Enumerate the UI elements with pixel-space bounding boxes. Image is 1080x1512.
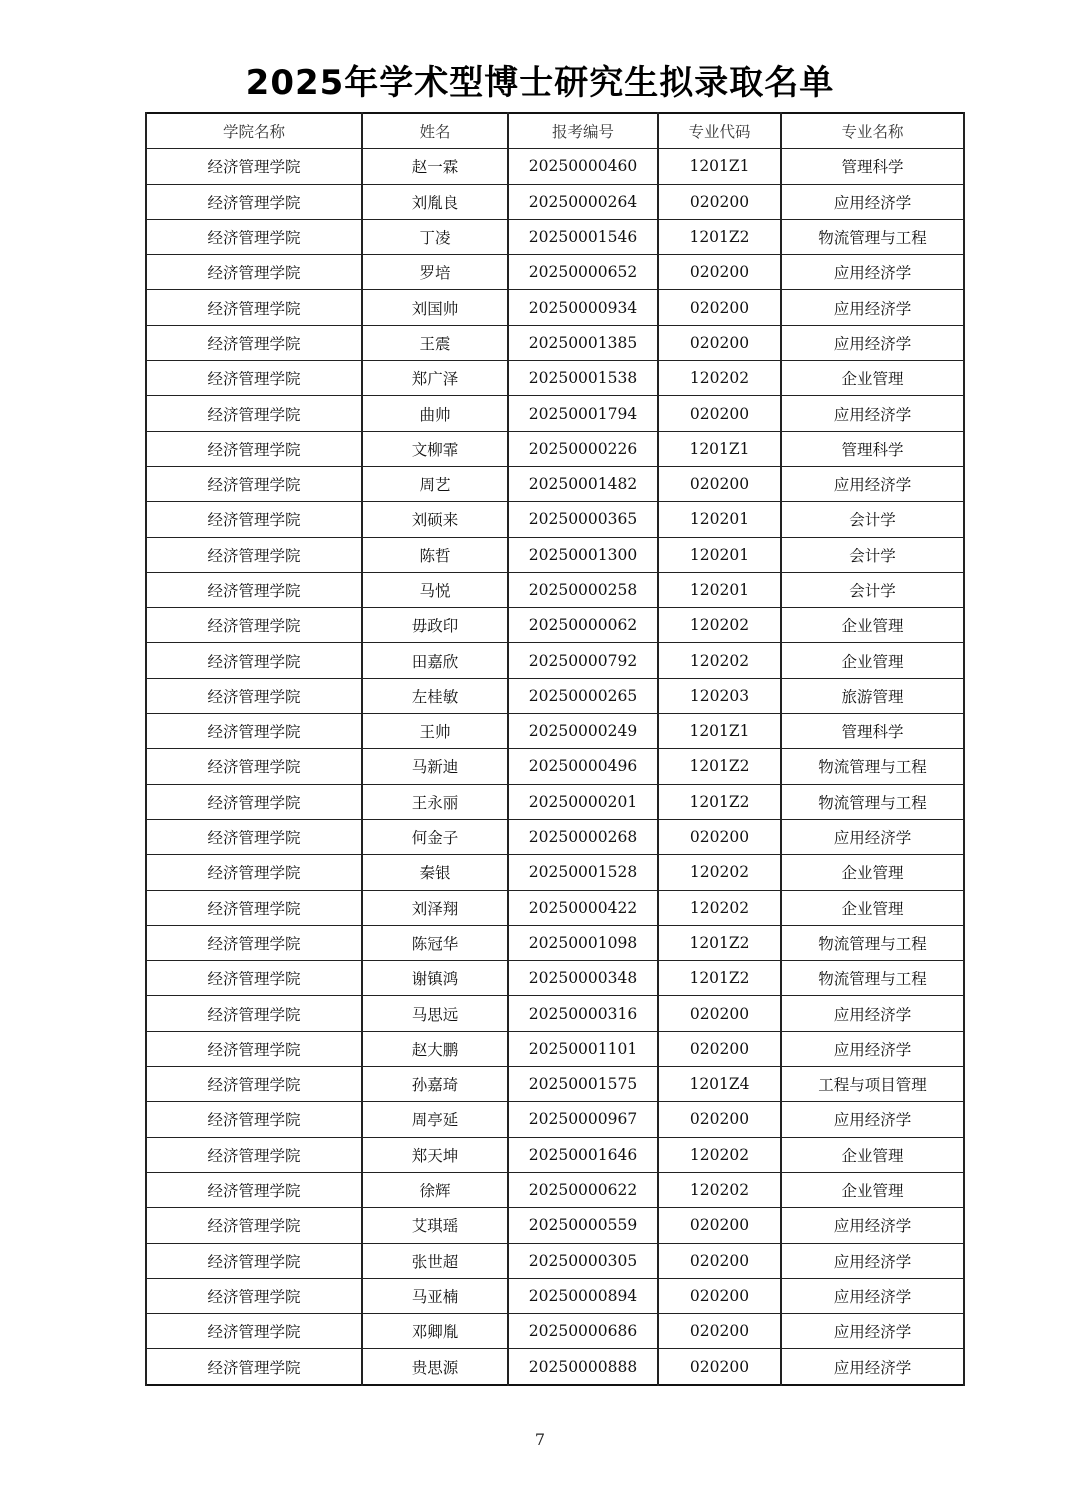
cell-name: 田嘉欣 (362, 643, 508, 678)
table-row (146, 643, 964, 678)
cell-name: 邓卿胤 (362, 1314, 508, 1349)
table-row (146, 996, 964, 1031)
cell-major-name: 应用经济学 (781, 1278, 964, 1313)
cell-name: 谢镇鸿 (362, 961, 508, 996)
cell-college: 经济管理学院 (146, 255, 362, 290)
cell-major-name: 应用经济学 (781, 1349, 964, 1385)
cell-exam-number: 20250000888 (508, 1349, 658, 1385)
cell-major-code: 020200 (658, 325, 781, 360)
cell-major-code: 120202 (658, 1137, 781, 1172)
cell-name: 刘硕来 (362, 502, 508, 537)
cell-name: 马悦 (362, 572, 508, 607)
cell-exam-number: 20250000686 (508, 1314, 658, 1349)
table-row (146, 1031, 964, 1066)
cell-college: 经济管理学院 (146, 537, 362, 572)
header-college: 学院名称 (146, 113, 362, 149)
table-row (146, 1314, 964, 1349)
cell-major-code: 1201Z1 (658, 149, 781, 184)
table-row (146, 961, 964, 996)
table-row (146, 819, 964, 854)
cell-exam-number: 20250000365 (508, 502, 658, 537)
cell-exam-number: 20250000967 (508, 1102, 658, 1137)
cell-major-code: 020200 (658, 1208, 781, 1243)
cell-college: 经济管理学院 (146, 572, 362, 607)
cell-major-name: 管理科学 (781, 714, 964, 749)
cell-major-code: 1201Z4 (658, 1067, 781, 1102)
table-row (146, 1137, 964, 1172)
cell-name: 艾琪瑶 (362, 1208, 508, 1243)
table-row (146, 749, 964, 784)
table-row (146, 431, 964, 466)
cell-exam-number: 20250000258 (508, 572, 658, 607)
cell-exam-number: 20250001482 (508, 466, 658, 501)
table-row (146, 1349, 964, 1385)
table-row (146, 466, 964, 501)
table-body (146, 149, 964, 1385)
cell-major-name: 企业管理 (781, 643, 964, 678)
table-row (146, 290, 964, 325)
cell-major-name: 企业管理 (781, 1172, 964, 1207)
cell-major-code: 020200 (658, 255, 781, 290)
table-row (146, 1172, 964, 1207)
cell-college: 经济管理学院 (146, 361, 362, 396)
cell-name: 刘胤良 (362, 184, 508, 219)
cell-exam-number: 20250001385 (508, 325, 658, 360)
table-row (146, 572, 964, 607)
cell-name: 王帅 (362, 714, 508, 749)
cell-name: 刘国帅 (362, 290, 508, 325)
cell-exam-number: 20250001300 (508, 537, 658, 572)
cell-name: 刘泽翔 (362, 890, 508, 925)
cell-exam-number: 20250000062 (508, 608, 658, 643)
table-row (146, 537, 964, 572)
cell-college: 经济管理学院 (146, 325, 362, 360)
cell-major-code: 120202 (658, 643, 781, 678)
cell-major-code: 120203 (658, 678, 781, 713)
cell-exam-number: 20250000265 (508, 678, 658, 713)
cell-exam-number: 20250000226 (508, 431, 658, 466)
cell-college: 经济管理学院 (146, 502, 362, 537)
cell-college: 经济管理学院 (146, 890, 362, 925)
table-header-row (146, 113, 964, 149)
cell-name: 周艺 (362, 466, 508, 501)
cell-college: 经济管理学院 (146, 1314, 362, 1349)
table-row (146, 678, 964, 713)
cell-major-code: 1201Z1 (658, 714, 781, 749)
cell-name: 马思远 (362, 996, 508, 1031)
cell-name: 陈冠华 (362, 925, 508, 960)
cell-major-name: 物流管理与工程 (781, 219, 964, 254)
cell-major-name: 工程与项目管理 (781, 1067, 964, 1102)
cell-exam-number: 20250000460 (508, 149, 658, 184)
cell-exam-number: 20250000559 (508, 1208, 658, 1243)
cell-major-code: 020200 (658, 1102, 781, 1137)
cell-major-code: 120202 (658, 890, 781, 925)
cell-major-name: 会计学 (781, 572, 964, 607)
cell-college: 经济管理学院 (146, 149, 362, 184)
cell-major-name: 会计学 (781, 537, 964, 572)
cell-college: 经济管理学院 (146, 1349, 362, 1385)
cell-exam-number: 20250001546 (508, 219, 658, 254)
cell-name: 丁凌 (362, 219, 508, 254)
cell-major-code: 1201Z2 (658, 749, 781, 784)
cell-name: 陈哲 (362, 537, 508, 572)
cell-name: 张世超 (362, 1243, 508, 1278)
cell-college: 经济管理学院 (146, 819, 362, 854)
cell-college: 经济管理学院 (146, 1172, 362, 1207)
table-row (146, 855, 964, 890)
cell-college: 经济管理学院 (146, 714, 362, 749)
cell-exam-number: 20250000268 (508, 819, 658, 854)
cell-college: 经济管理学院 (146, 855, 362, 890)
cell-college: 经济管理学院 (146, 749, 362, 784)
cell-college: 经济管理学院 (146, 466, 362, 501)
table-row (146, 396, 964, 431)
cell-major-code: 120201 (658, 502, 781, 537)
table-row (146, 1102, 964, 1137)
cell-major-name: 应用经济学 (781, 325, 964, 360)
cell-exam-number: 20250000348 (508, 961, 658, 996)
cell-major-code: 020200 (658, 819, 781, 854)
cell-major-name: 应用经济学 (781, 466, 964, 501)
table-row (146, 149, 964, 184)
cell-major-name: 应用经济学 (781, 184, 964, 219)
cell-major-name: 应用经济学 (781, 1208, 964, 1243)
cell-college: 经济管理学院 (146, 1031, 362, 1066)
cell-name: 秦银 (362, 855, 508, 890)
cell-major-name: 应用经济学 (781, 1102, 964, 1137)
cell-college: 经济管理学院 (146, 996, 362, 1031)
cell-major-code: 1201Z2 (658, 784, 781, 819)
cell-college: 经济管理学院 (146, 396, 362, 431)
cell-major-code: 120201 (658, 537, 781, 572)
cell-major-code: 1201Z2 (658, 925, 781, 960)
table-row (146, 1243, 964, 1278)
table-row (146, 1208, 964, 1243)
cell-name: 郑天坤 (362, 1137, 508, 1172)
cell-exam-number: 20250001098 (508, 925, 658, 960)
page-title: 2025年学术型博士研究生拟录取名单 (245, 63, 835, 103)
cell-exam-number: 20250001101 (508, 1031, 658, 1066)
cell-name: 赵一霖 (362, 149, 508, 184)
cell-major-name: 企业管理 (781, 890, 964, 925)
cell-major-code: 120201 (658, 572, 781, 607)
cell-exam-number: 20250000305 (508, 1243, 658, 1278)
cell-name: 毋政印 (362, 608, 508, 643)
cell-major-name: 管理科学 (781, 149, 964, 184)
cell-major-name: 应用经济学 (781, 1031, 964, 1066)
cell-major-name: 应用经济学 (781, 996, 964, 1031)
cell-name: 孙嘉琦 (362, 1067, 508, 1102)
cell-major-name: 企业管理 (781, 1137, 964, 1172)
cell-major-code: 120202 (658, 361, 781, 396)
table-row (146, 255, 964, 290)
cell-exam-number: 20250000422 (508, 890, 658, 925)
cell-college: 经济管理学院 (146, 184, 362, 219)
cell-name: 贵思源 (362, 1349, 508, 1385)
page-number: 7 (534, 1430, 546, 1449)
cell-major-code: 020200 (658, 1314, 781, 1349)
cell-exam-number: 20250001575 (508, 1067, 658, 1102)
cell-college: 经济管理学院 (146, 784, 362, 819)
cell-name: 赵大鹏 (362, 1031, 508, 1066)
cell-major-name: 物流管理与工程 (781, 749, 964, 784)
cell-college: 经济管理学院 (146, 961, 362, 996)
cell-major-name: 会计学 (781, 502, 964, 537)
cell-college: 经济管理学院 (146, 1067, 362, 1102)
table-row (146, 608, 964, 643)
header-name: 姓名 (362, 113, 508, 149)
header-major-name: 专业名称 (781, 113, 964, 149)
cell-college: 经济管理学院 (146, 290, 362, 325)
cell-major-code: 020200 (658, 1349, 781, 1385)
cell-major-code: 020200 (658, 290, 781, 325)
header-exam-number: 报考编号 (508, 113, 658, 149)
cell-major-name: 物流管理与工程 (781, 784, 964, 819)
cell-exam-number: 20250000201 (508, 784, 658, 819)
cell-college: 经济管理学院 (146, 678, 362, 713)
cell-college: 经济管理学院 (146, 643, 362, 678)
table-row (146, 219, 964, 254)
cell-exam-number: 20250001528 (508, 855, 658, 890)
table-row (146, 1067, 964, 1102)
cell-major-code: 1201Z1 (658, 431, 781, 466)
cell-major-name: 应用经济学 (781, 290, 964, 325)
cell-major-name: 企业管理 (781, 855, 964, 890)
cell-major-name: 应用经济学 (781, 819, 964, 854)
cell-major-code: 020200 (658, 1031, 781, 1066)
cell-major-name: 物流管理与工程 (781, 961, 964, 996)
cell-exam-number: 20250000934 (508, 290, 658, 325)
cell-name: 王永丽 (362, 784, 508, 819)
cell-major-name: 管理科学 (781, 431, 964, 466)
cell-major-code: 020200 (658, 1243, 781, 1278)
cell-major-name: 应用经济学 (781, 1243, 964, 1278)
cell-major-code: 120202 (658, 608, 781, 643)
cell-name: 马亚楠 (362, 1278, 508, 1313)
cell-name: 文柳霏 (362, 431, 508, 466)
table-row (146, 925, 964, 960)
cell-major-code: 1201Z2 (658, 961, 781, 996)
cell-major-name: 应用经济学 (781, 255, 964, 290)
cell-exam-number: 20250001646 (508, 1137, 658, 1172)
cell-exam-number: 20250001538 (508, 361, 658, 396)
header-major-code: 专业代码 (658, 113, 781, 149)
cell-exam-number: 20250000496 (508, 749, 658, 784)
table-row (146, 784, 964, 819)
cell-major-code: 120202 (658, 855, 781, 890)
cell-college: 经济管理学院 (146, 1278, 362, 1313)
cell-exam-number: 20250000652 (508, 255, 658, 290)
cell-name: 徐辉 (362, 1172, 508, 1207)
table-row (146, 714, 964, 749)
cell-college: 经济管理学院 (146, 431, 362, 466)
admission-list-table (145, 112, 965, 1386)
cell-major-code: 020200 (658, 396, 781, 431)
table-row (146, 184, 964, 219)
cell-major-name: 应用经济学 (781, 1314, 964, 1349)
cell-name: 周亭延 (362, 1102, 508, 1137)
cell-exam-number: 20250001794 (508, 396, 658, 431)
cell-college: 经济管理学院 (146, 1243, 362, 1278)
cell-name: 左桂敏 (362, 678, 508, 713)
cell-major-code: 020200 (658, 466, 781, 501)
cell-exam-number: 20250000792 (508, 643, 658, 678)
cell-major-name: 企业管理 (781, 608, 964, 643)
cell-exam-number: 20250000894 (508, 1278, 658, 1313)
cell-name: 王震 (362, 325, 508, 360)
cell-major-name: 企业管理 (781, 361, 964, 396)
cell-major-name: 旅游管理 (781, 678, 964, 713)
cell-college: 经济管理学院 (146, 1137, 362, 1172)
cell-major-code: 120202 (658, 1172, 781, 1207)
cell-major-code: 020200 (658, 1278, 781, 1313)
table-row (146, 1278, 964, 1313)
cell-major-name: 应用经济学 (781, 396, 964, 431)
cell-college: 经济管理学院 (146, 608, 362, 643)
cell-major-code: 020200 (658, 184, 781, 219)
cell-exam-number: 20250000622 (508, 1172, 658, 1207)
table-row (146, 325, 964, 360)
cell-major-code: 020200 (658, 996, 781, 1031)
cell-name: 郑广泽 (362, 361, 508, 396)
cell-name: 曲帅 (362, 396, 508, 431)
cell-exam-number: 20250000264 (508, 184, 658, 219)
cell-exam-number: 20250000249 (508, 714, 658, 749)
table-row (146, 361, 964, 396)
cell-name: 何金子 (362, 819, 508, 854)
cell-exam-number: 20250000316 (508, 996, 658, 1031)
cell-college: 经济管理学院 (146, 219, 362, 254)
cell-college: 经济管理学院 (146, 1208, 362, 1243)
cell-major-code: 1201Z2 (658, 219, 781, 254)
cell-name: 罗培 (362, 255, 508, 290)
table-row (146, 502, 964, 537)
cell-college: 经济管理学院 (146, 925, 362, 960)
cell-name: 马新迪 (362, 749, 508, 784)
cell-college: 经济管理学院 (146, 1102, 362, 1137)
table-row (146, 890, 964, 925)
cell-major-name: 物流管理与工程 (781, 925, 964, 960)
